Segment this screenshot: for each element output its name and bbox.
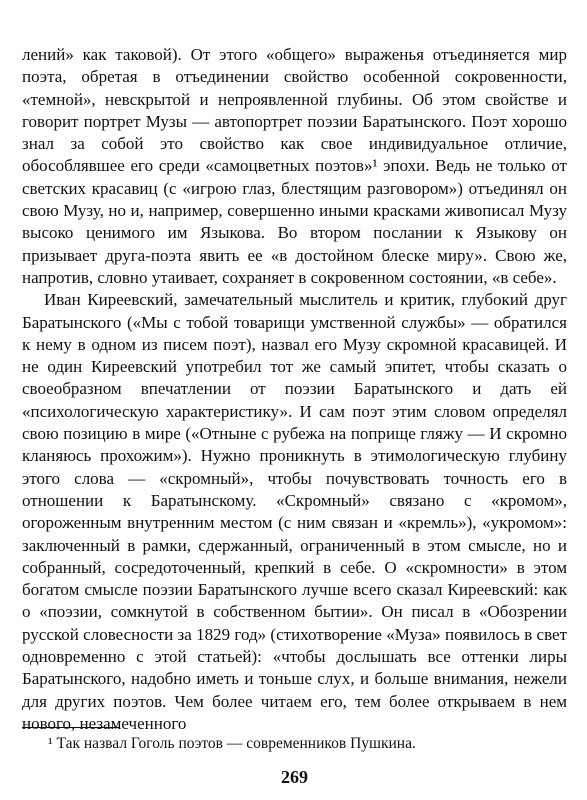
- footnote-divider: [22, 727, 120, 728]
- footnote: ¹ Так назвал Гоголь поэтов — современников Пушкина.: [48, 735, 416, 752]
- main-text: [22, 44, 567, 735]
- page-number: 269: [281, 767, 308, 787]
- paragraph-2: Иван Киреевский, замечательный мыслитель и критик, глубокий друг Баратынского («Мы с тобой товарищи умственной службы» — обратился к нему в одном из писем поэт), назвал его Музу скромной красавицей. И не один Киреевский употребил тот же самый эпитет, чтобы сказать о своеобразном впечатлении от поэзии Баратынского и дать ей «психологическую характеристику». И сам поэт этим словом определял свою позицию в мире («Отныне с рубежа на поприще гляжу — И скромно кланяюсь прохожим»). Нужно проникнуть в этимологическую глубину этого слова — «скромный», чтобы почувствовать точность его в отношении к Баратынскому. «Скромный» связано с «кромом», огороженным внутренним местом (с ним связан и «кремль»), «укромом»: заключенный в рамки, сдержанный, ограниченный в этом смысле, но и собранный, сосредоточенный, крепкий в себе. О «скромности» в этом богатом смысле поэзии Баратынского лучше всего сказал Киреевский: как о «поэзии, сомкнутой в собственном бытии». Он писал в «Обозрении русской словесности за 1829 год» (стихотворение «Муза» появилось в свет одновременно с этой статьей): «чтобы дослышать все оттенки лиры Баратынского, надобно иметь и тоньше слух, и больше внимания, нежели для других поэтов. Чем более читаем его, тем более открываем в нем нового, незамеченного: [22, 290, 567, 733]
- paragraph-1: лений» как таковой). От этого «общего» выраженья отъединяется мир поэта, обретая в отъединении свойство особенной сокровенности, «темной», невскрытой и непроявленной глубины. Об этом свойстве и говорит портрет Музы — автопортрет поэзии Баратынского. Поэт хорошо знал за собой это свойство как свое индивидуальное отличие, обособлявшее его среди «самоцветных поэтов»¹ эпохи. Ведь не только от светских красавиц (с «игрою глаз, блестящим разговором») отъединял он свою Музу, но и, например, совершенно иными красками живописал Музу высоко ценимого им Языкова. Во втором послании к Языкову он призывает друга-поэта явить ее «в достойном блеске миру». Свою же, напротив, словно утаивает, сохраняет в сокровенном состоянии, «в себе».: [22, 45, 567, 287]
- book-page: [22, 44, 567, 789]
